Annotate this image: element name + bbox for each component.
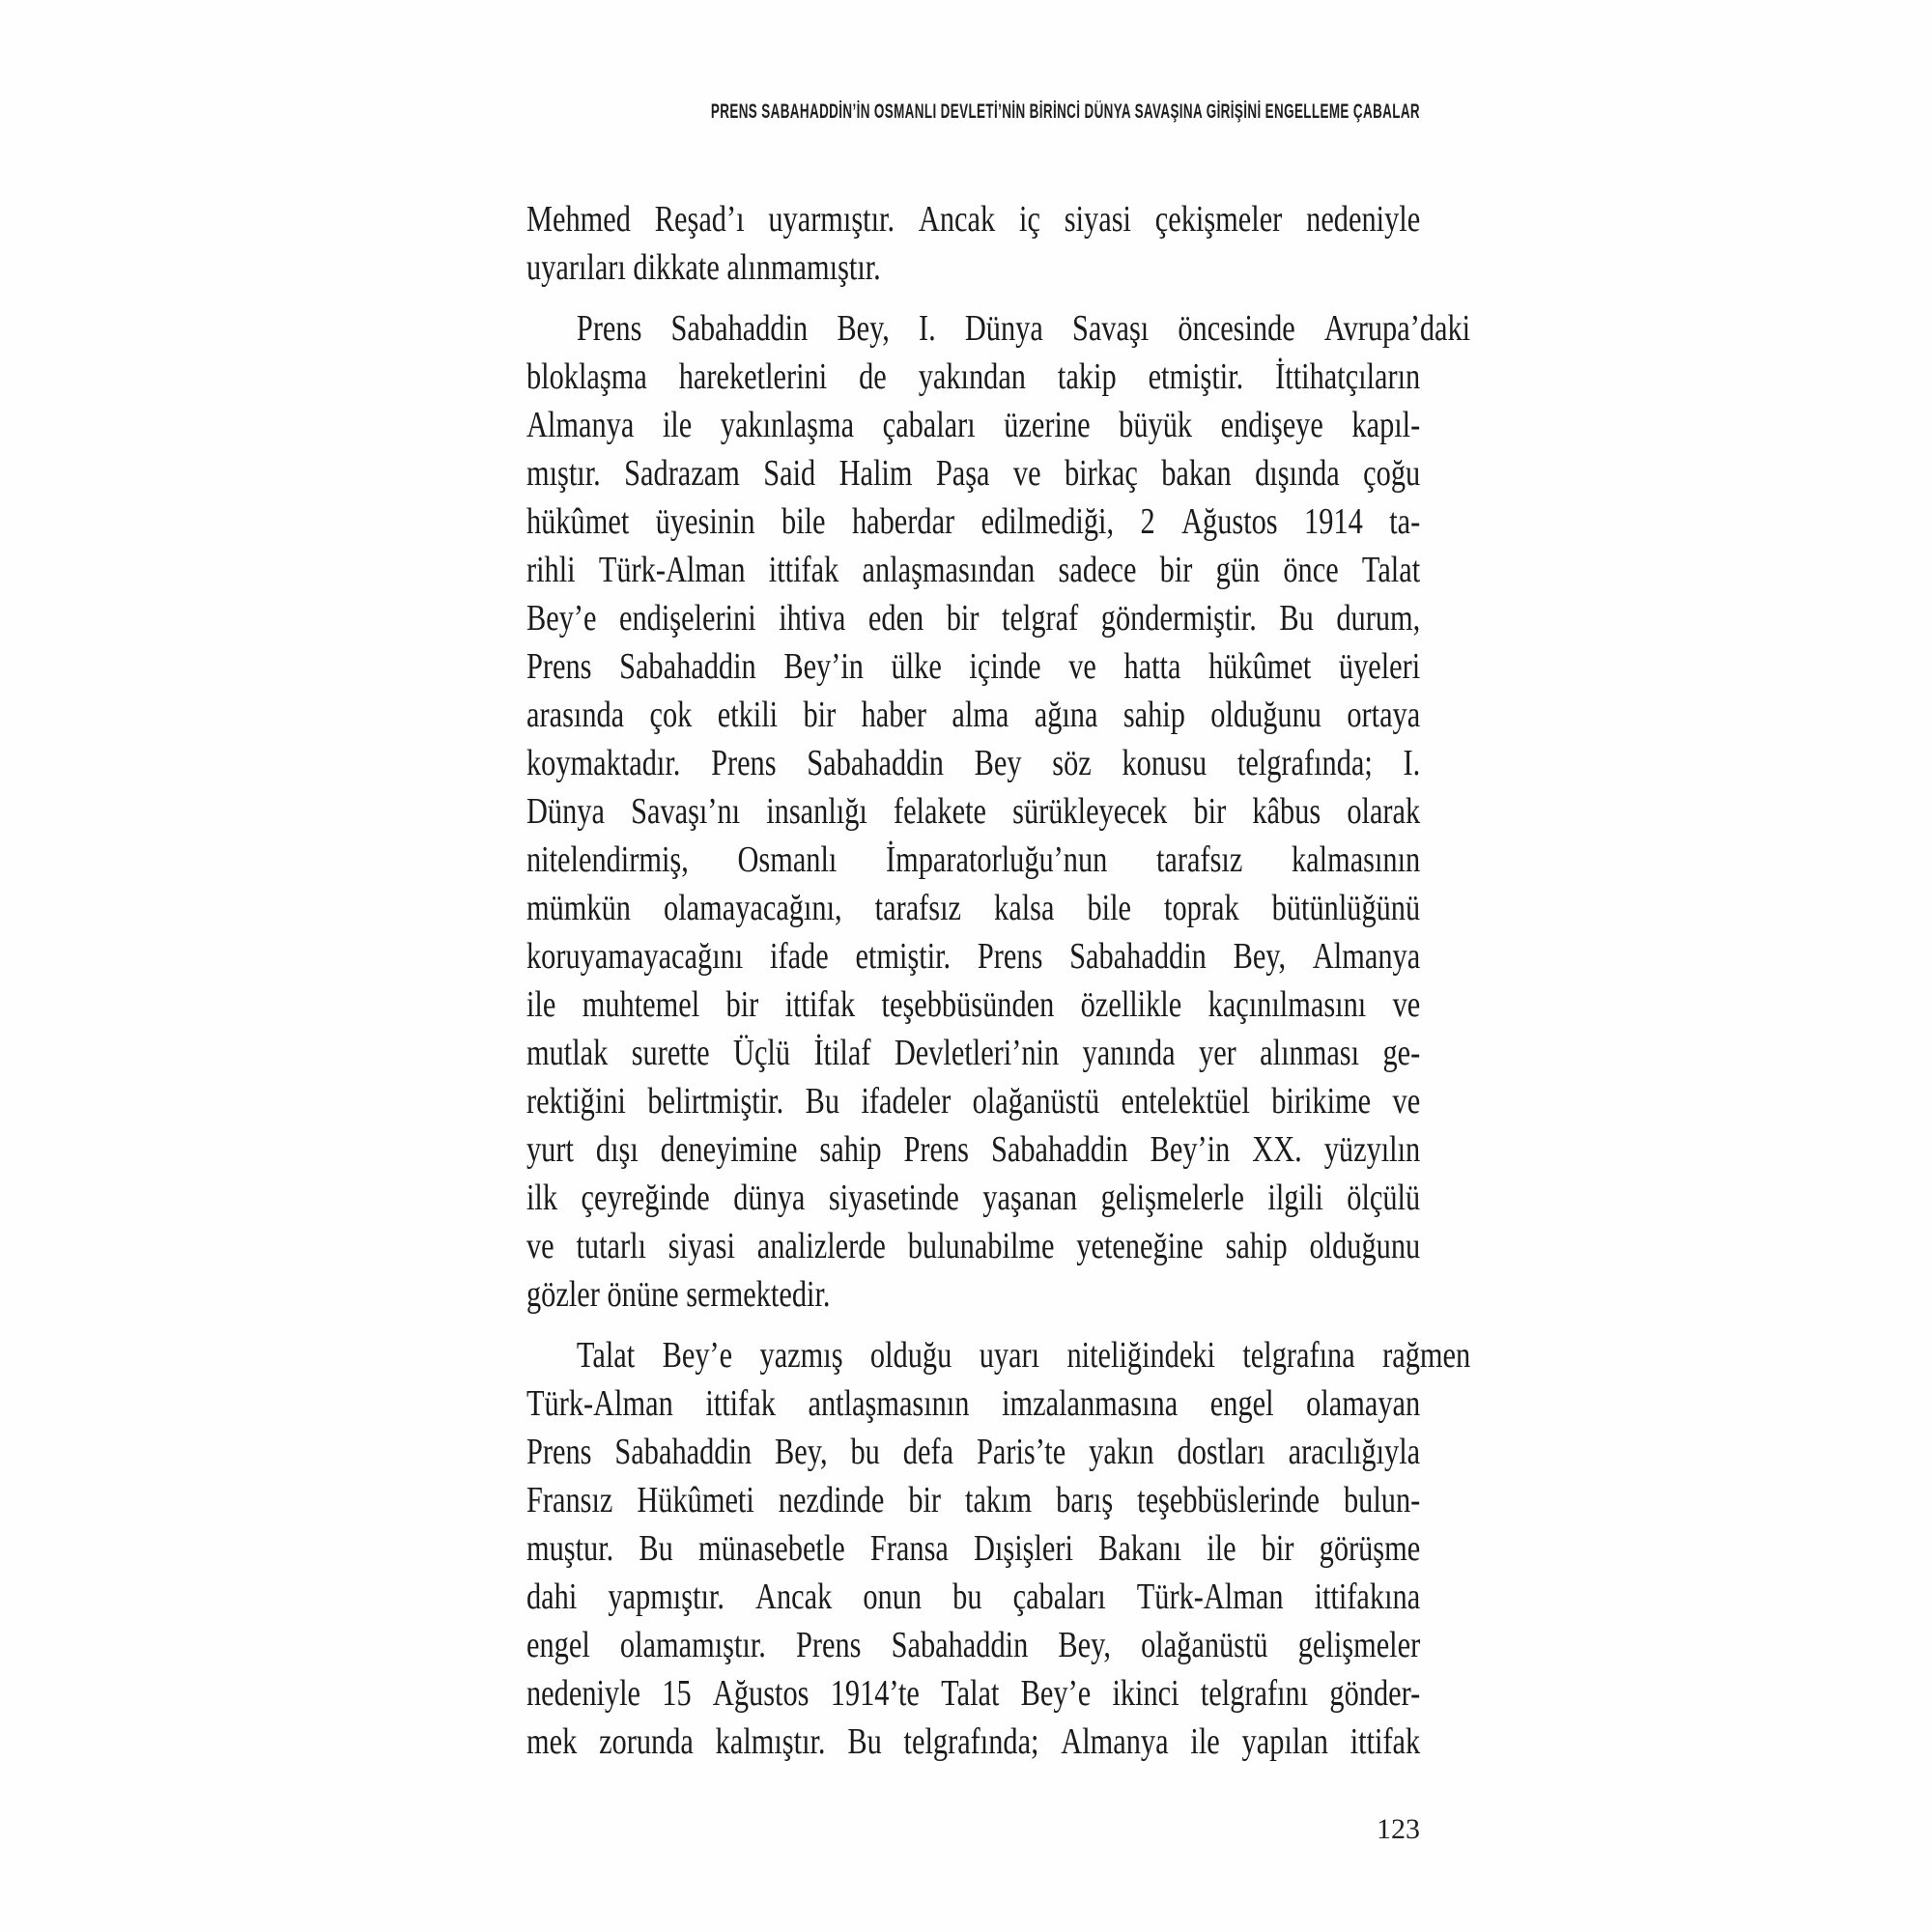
body-line: Türk-Alman ittifak antlaşmasının imzalanmasına engel olamayan xyxy=(526,1383,1421,1424)
body-line: Bey’e endişelerini ihtiva eden bir telgraf göndermiştir. Bu durum, xyxy=(526,598,1421,639)
body-line: ile muhtemel bir ittifak teşebbüsünden özellikle kaçınılmasını ve xyxy=(526,984,1421,1025)
page-number: 123 xyxy=(1377,1813,1420,1845)
body-line: uyarıları dikkate alınmamıştır. xyxy=(526,247,881,288)
body-line: nitelendirmiş, Osmanlı İmparatorluğu’nun tarafsız kalmasının xyxy=(526,839,1421,880)
body-line: gözler önüne sermektedir. xyxy=(526,1274,831,1315)
body-line: muştur. Bu münasebetle Fransa Dışişleri Bakanı ile bir görüşme xyxy=(526,1528,1421,1569)
body-line: koruyamayacağını ifade etmiştir. Prens Sabahaddin Bey, Almanya xyxy=(526,936,1421,977)
body-line: Fransız Hükûmeti nezdinde bir takım barış teşebbüslerinde bulun- xyxy=(526,1480,1421,1520)
body-line: dahi yapmıştır. Ancak onun bu çabaları Türk-Alman ittifakına xyxy=(526,1577,1421,1617)
running-header-text: PRENS SABAHADDİN’İN OSMANLI DEVLETİ’NİN BİRİNCİ DÜNYA SAVAŞINA GİRİŞİNİ ENGELLEME ÇABALAR xyxy=(710,100,1420,123)
body-line: ilk çeyreğinde dünya siyasetinde yaşanan gelişmelerle ilgili ölçülü xyxy=(526,1178,1421,1218)
body-line: rihli Türk-Alman ittifak anlaşmasından sadece bir gün önce Talat xyxy=(526,550,1421,590)
body-line: hükûmet üyesinin bile haberdar edilmediği, 2 Ağustos 1914 ta- xyxy=(526,501,1421,542)
body-line: koymaktadır. Prens Sabahaddin Bey söz konusu telgrafında; I. xyxy=(526,743,1421,783)
body-line: Dünya Savaşı’nı insanlığı felakete sürükleyecek bir kâbus olarak xyxy=(526,791,1421,832)
body-line: Prens Sabahaddin Bey, I. Dünya Savaşı öncesinde Avrupa’daki xyxy=(576,308,1471,349)
body-line: rektiğini belirtmiştir. Bu ifadeler olağanüstü entelektüel birikime ve xyxy=(526,1081,1421,1122)
body-line: mıştır. Sadrazam Said Halim Paşa ve birkaç bakan dışında çoğu xyxy=(526,453,1421,494)
body-line: ve tutarlı siyasi analizlerde bulunabilme yeteneğine sahip olduğunu xyxy=(526,1226,1421,1266)
paragraph xyxy=(526,1331,1471,1766)
body-line: bloklaşma hareketlerini de yakından takip etmiştir. İttihatçıların xyxy=(526,356,1421,397)
paragraph xyxy=(526,304,1471,1319)
body-line: arasında çok etkili bir haber alma ağına sahip olduğunu ortaya xyxy=(526,695,1421,735)
body-line: Talat Bey’e yazmış olduğu uyarı niteliğindeki telgrafına rağmen xyxy=(576,1335,1471,1376)
body-line: mutlak surette Üçlü İtilaf Devletleri’nin yanında yer alınması ge- xyxy=(526,1033,1421,1073)
running-header xyxy=(312,100,1420,129)
text-column xyxy=(526,195,1471,1766)
body-line: Prens Sabahaddin Bey’in ülke içinde ve hatta hükûmet üyeleri xyxy=(526,646,1421,687)
body-line: Mehmed Reşad’ı uyarmıştır. Ancak iç siyasi çekişmeler nedeniyle xyxy=(526,199,1421,240)
body-line: yurt dışı deneyimine sahip Prens Sabahaddin Bey’in XX. yüzyılın xyxy=(526,1129,1421,1170)
paragraph xyxy=(526,195,1420,292)
body-line: Prens Sabahaddin Bey, bu defa Paris’te yakın dostları aracılığıyla xyxy=(526,1432,1421,1472)
body-line: mümkün olamayacağını, tarafsız kalsa bile toprak bütünlüğünü xyxy=(526,888,1421,928)
body-line: engel olamamıştır. Prens Sabahaddin Bey, olağanüstü gelişmeler xyxy=(526,1625,1421,1665)
body-line: mek zorunda kalmıştır. Bu telgrafında; Almanya ile yapılan ittifak xyxy=(526,1721,1421,1762)
body-line: Almanya ile yakınlaşma çabaları üzerine büyük endişeye kapıl- xyxy=(526,405,1421,445)
body-line: nedeniyle 15 Ağustos 1914’te Talat Bey’e ikinci telgrafını gönder- xyxy=(526,1673,1421,1714)
